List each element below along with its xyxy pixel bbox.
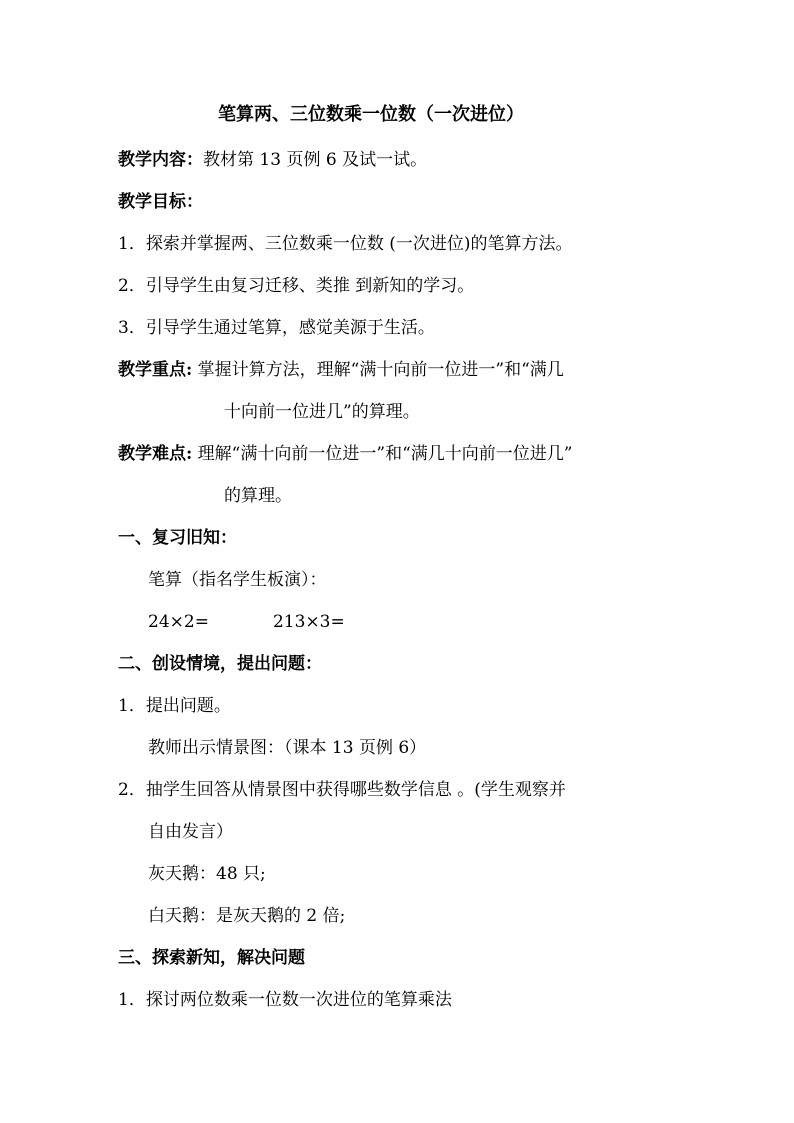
content-label: 教学内容： <box>118 150 203 170</box>
goal-item-1: 1．探索并掌握两、三位数乘一位数 (一次进位)的笔算方法。 <box>118 234 573 254</box>
difficulties-text-2: 的算理。 <box>224 486 292 506</box>
key-points-line-1 <box>118 358 564 382</box>
section2-item-1: 1．提出问题。 <box>118 696 231 716</box>
section3-heading: 三、探索新知，解决问题 <box>118 948 305 968</box>
goals-label: 教学目标： <box>118 192 203 212</box>
section2-item-1-detail: 教师出示情景图：（课本 13 页例 6） <box>148 738 427 758</box>
difficulties-text-1: 理解“满十向前一位进一”和“满几十向前一位进几” <box>192 444 573 464</box>
expression-2: 213×3= <box>272 612 345 632</box>
key-points-text-1: 掌握计算方法，理解“满十向前一位进一”和“满几 <box>192 360 564 380</box>
section2-item-2-line-1: 2．抽学生回答从情景图中获得哪些数学信息 。(学生观察并 <box>118 780 566 800</box>
difficulties-label: 教学难点: <box>118 444 193 464</box>
fact-gray-swan: 灰天鹅：48 只; <box>148 864 266 884</box>
fact-white-swan: 白天鹅：是灰天鹅的 2 倍; <box>148 906 346 926</box>
section1-intro: 笔算（指名学生板演）： <box>148 570 327 590</box>
key-points-text-2: 十向前一位进几”的算理。 <box>224 402 420 422</box>
section1-expressions <box>148 610 345 634</box>
section2-heading: 二、创设情境，提出问题： <box>118 654 322 674</box>
goal-item-2: 2．引导学生由复习迁移、类推 到新知的学习。 <box>118 276 475 296</box>
section1-heading: 一、复习旧知： <box>118 528 237 548</box>
difficulties-line-1 <box>118 442 572 466</box>
content-line <box>118 148 427 172</box>
goal-item-3: 3．引导学生通过笔算，感觉美源于生活。 <box>118 318 435 338</box>
section2-item-2-line-2: 自由发言） <box>148 822 233 842</box>
section3-item-1: 1．探讨两位数乘一位数一次进位的笔算乘法 <box>118 990 452 1010</box>
page-title: 笔算两、三位数乘一位数（一次进位） <box>218 104 524 125</box>
content-text: 教材第 13 页例 6 及试一试。 <box>203 150 428 170</box>
expression-1: 24×2= <box>148 612 209 632</box>
key-points-label: 教学重点: <box>118 360 193 380</box>
